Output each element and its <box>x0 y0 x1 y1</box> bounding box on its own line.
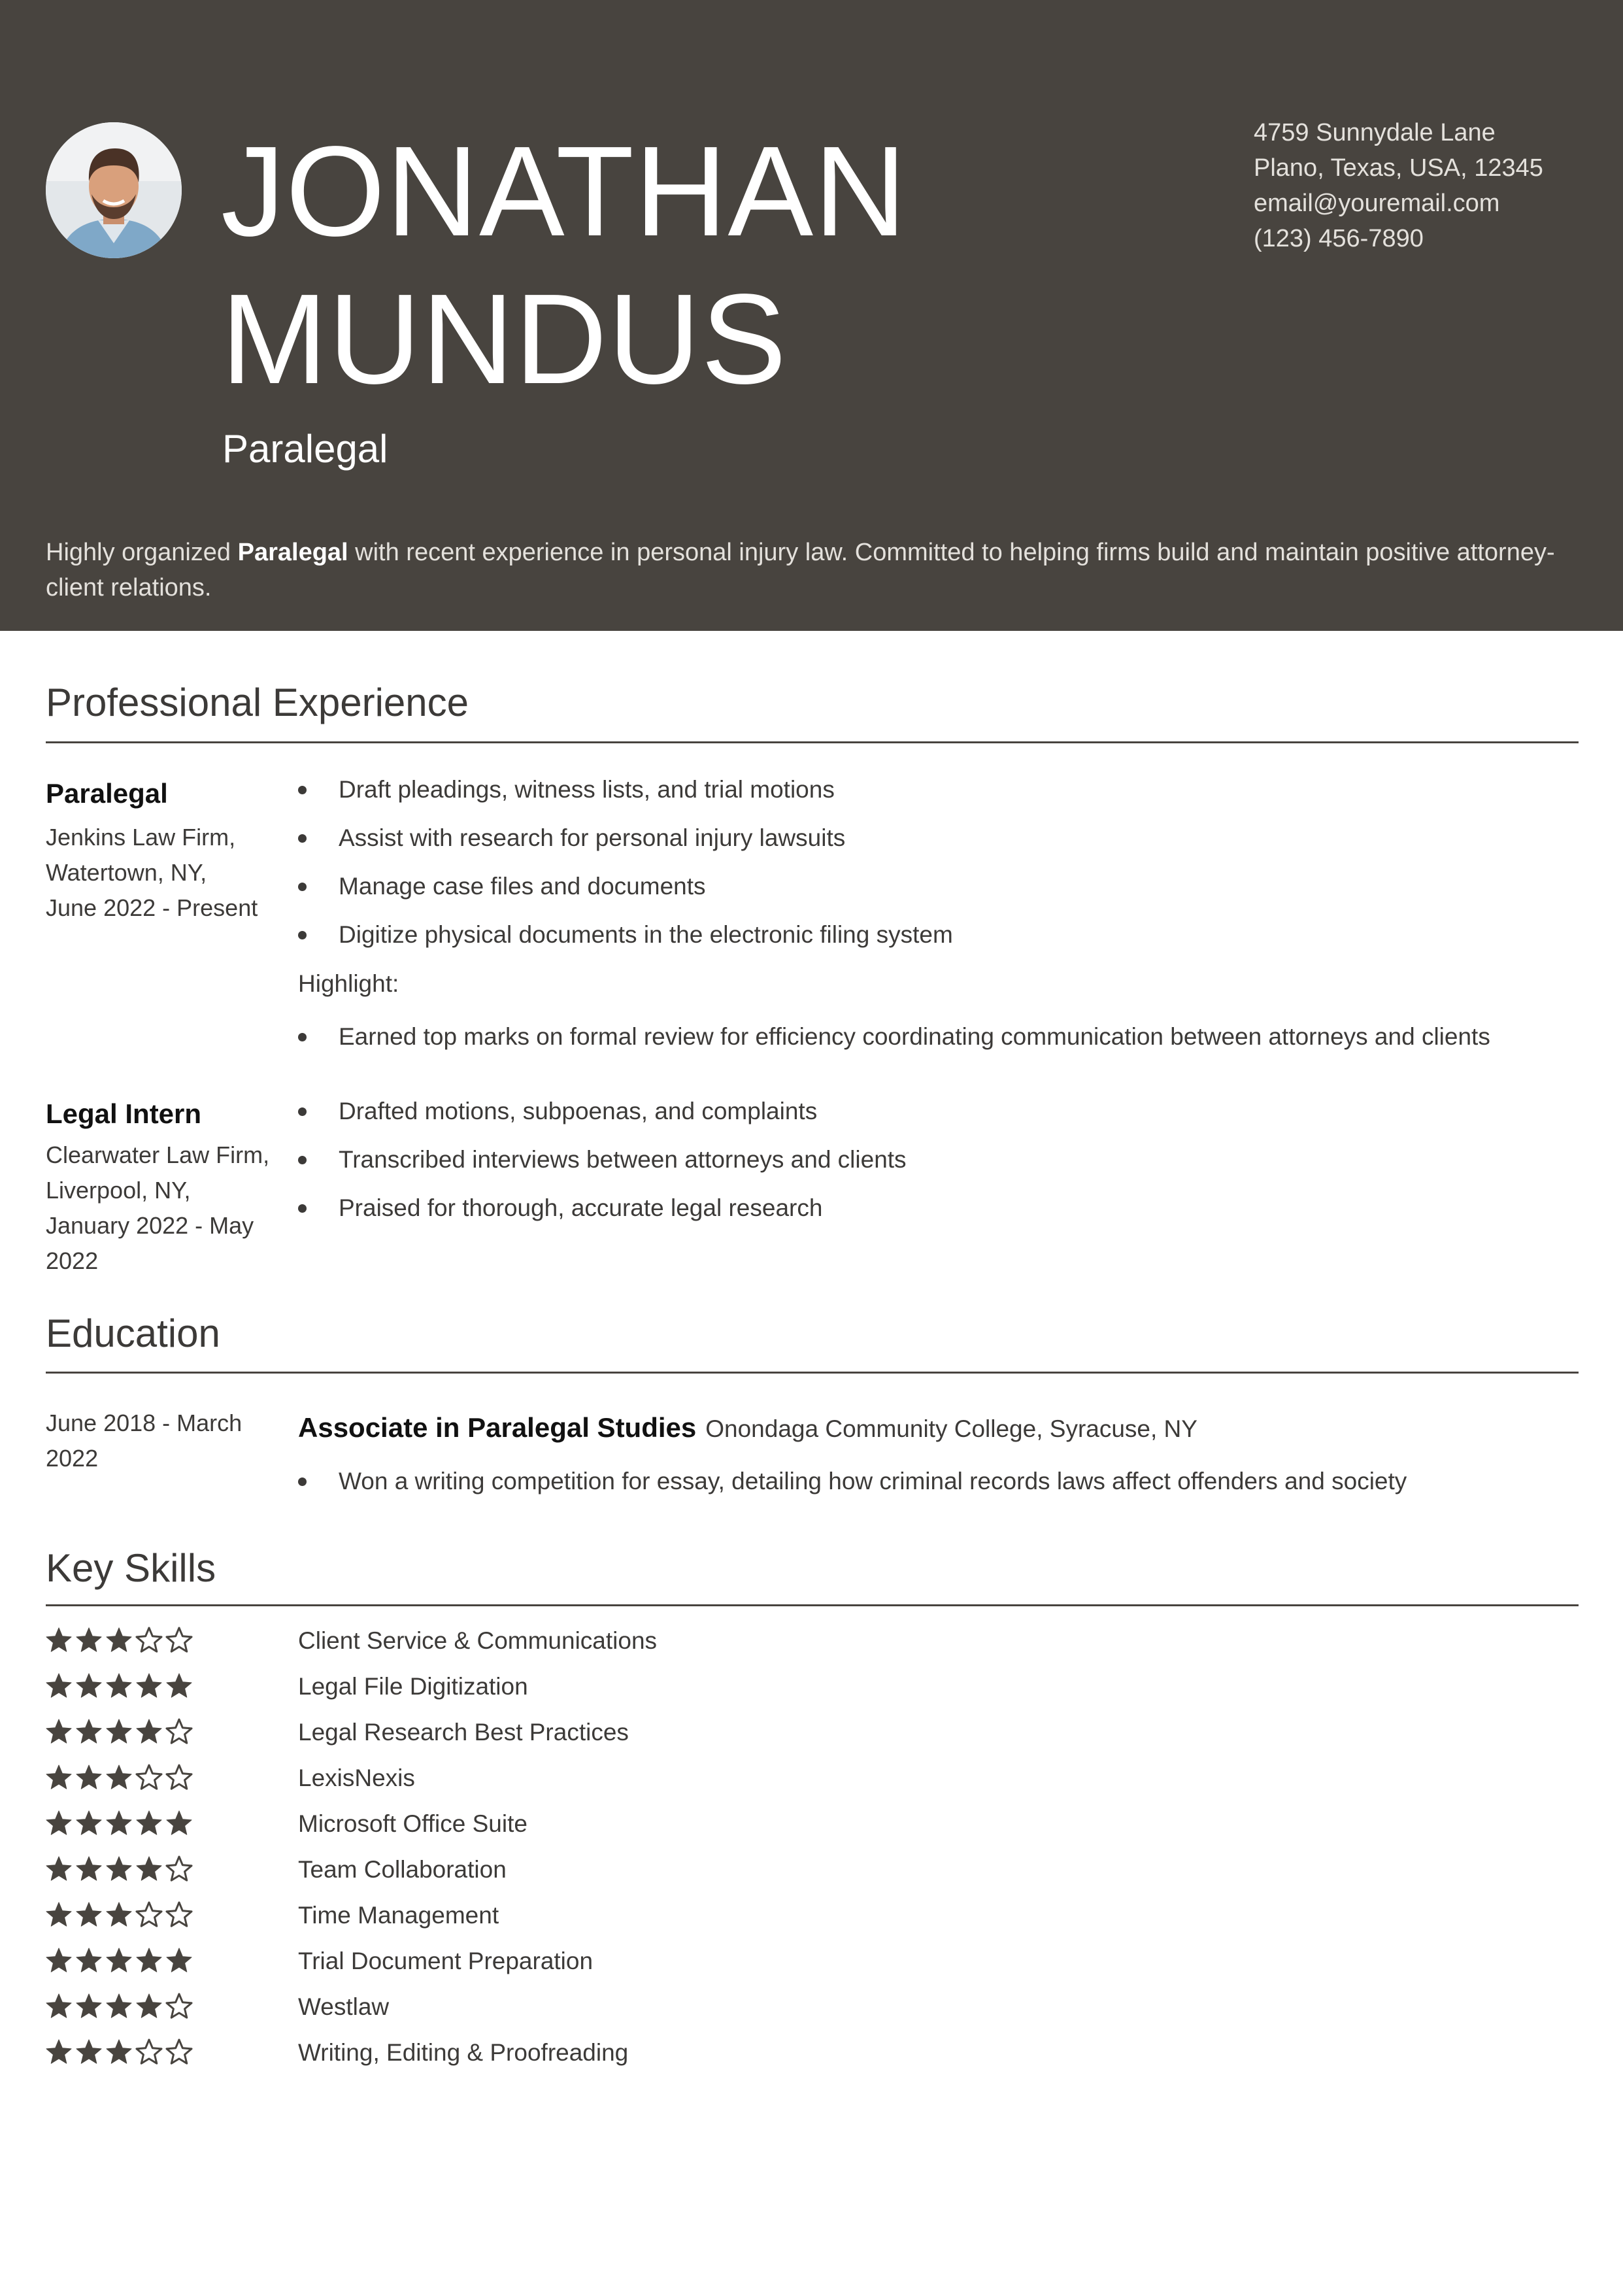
degree-name: Associate in Paralegal Studies <box>298 1412 697 1443</box>
job-title: Paralegal <box>222 427 388 471</box>
job-bullets-legal-intern <box>298 1087 907 1232</box>
star-filled-icon <box>46 2040 71 2063</box>
school-name: Onondaga Community College, Syracuse, NY <box>705 1415 1197 1442</box>
phone-number: (123) 456-7890 <box>1254 225 1424 252</box>
job-meta-paralegal <box>46 820 288 926</box>
star-filled-icon <box>46 1765 71 1789</box>
skill-rating-stars <box>46 1672 203 1702</box>
skill-row <box>46 1987 1353 2033</box>
skill-name: Client Service & Communications <box>298 1627 658 1654</box>
job-meta-line: 2022 <box>46 1247 99 1274</box>
skill-rating-stars <box>46 1763 203 1793</box>
job-title-paralegal: Paralegal <box>46 778 168 809</box>
list-item: Transcribed interviews between attorneys and clients <box>298 1136 907 1184</box>
star-empty-icon <box>167 1994 192 2017</box>
list-item: Drafted motions, subpoenas, and complaints <box>298 1087 907 1136</box>
star-filled-icon <box>46 1948 71 1972</box>
star-filled-icon <box>107 1674 131 1697</box>
star-filled-icon <box>167 1674 192 1697</box>
list-item: Assist with research for personal injury lawsuits <box>298 814 953 862</box>
education-date-line: 2022 <box>46 1445 99 1472</box>
job-meta-line: Watertown, NY, <box>46 859 207 886</box>
star-filled-icon <box>107 1719 131 1743</box>
profile-summary <box>46 535 1569 605</box>
skill-rating-stars <box>46 1900 203 1931</box>
star-filled-icon <box>76 2040 101 2063</box>
education-divider <box>46 1372 1579 1374</box>
education-bullets <box>298 1457 1407 1506</box>
summary-text-end: with recent experience in personal injury law. Committed to helping firms build and maintain positive attorney-client relations. <box>46 539 1555 601</box>
job-meta-line: June 2022 - Present <box>46 894 258 921</box>
star-filled-icon <box>137 1674 161 1697</box>
skill-name: Westlaw <box>298 1993 390 2020</box>
star-filled-icon <box>76 1765 101 1789</box>
skill-row <box>46 1896 1353 1942</box>
star-filled-icon <box>107 1628 131 1651</box>
star-filled-icon <box>76 1719 101 1743</box>
star-empty-icon <box>167 1719 192 1743</box>
star-filled-icon <box>107 1857 131 1880</box>
last-name: MUNDUS <box>221 267 788 411</box>
skill-row <box>46 1804 1353 1850</box>
star-filled-icon <box>107 1765 131 1789</box>
job-meta-line: Clearwater Law Firm, <box>46 1141 270 1168</box>
skill-rating-stars <box>46 1946 203 1976</box>
skill-rating-stars <box>46 1626 203 1656</box>
star-filled-icon <box>46 1719 71 1743</box>
job-title-legal-intern: Legal Intern <box>46 1098 202 1129</box>
contact-info <box>1254 115 1543 256</box>
star-filled-icon <box>76 1948 101 1972</box>
star-filled-icon <box>137 1857 161 1880</box>
star-filled-icon <box>46 1674 71 1697</box>
list-item: Digitize physical documents in the electronic filing system <box>298 911 953 959</box>
skill-row <box>46 1942 1353 1987</box>
experience-divider <box>46 741 1579 743</box>
education-heading: Education <box>46 1311 220 1355</box>
star-filled-icon <box>46 1857 71 1880</box>
star-filled-icon <box>107 1902 131 1926</box>
skill-name: Legal File Digitization <box>298 1673 528 1700</box>
star-filled-icon <box>76 1674 101 1697</box>
star-empty-icon <box>167 1857 192 1880</box>
skill-name: Trial Document Preparation <box>298 1948 594 1974</box>
list-item: Won a writing competition for essay, detailing how criminal records laws affect offenders and society <box>298 1457 1407 1506</box>
highlight-bullets <box>298 1013 1490 1061</box>
skill-row <box>46 2033 1353 2079</box>
star-filled-icon <box>46 1811 71 1834</box>
candidate-name <box>221 118 1201 413</box>
star-filled-icon <box>46 1994 71 2017</box>
skill-row <box>46 1850 1353 1896</box>
skill-rating-stars <box>46 1717 203 1747</box>
star-filled-icon <box>76 1902 101 1926</box>
resume-header <box>0 0 1623 631</box>
education-entry <box>298 1412 1197 1443</box>
avatar-illustration <box>46 122 182 258</box>
skill-rating-stars <box>46 1809 203 1839</box>
job-meta-line: January 2022 - May <box>46 1212 254 1239</box>
star-filled-icon <box>137 1811 161 1834</box>
star-filled-icon <box>76 1857 101 1880</box>
skill-name: Team Collaboration <box>298 1856 507 1883</box>
job-meta-legal-intern <box>46 1138 288 1279</box>
star-empty-icon <box>137 2040 161 2063</box>
star-filled-icon <box>167 1948 192 1972</box>
summary-bold-title: Paralegal <box>237 539 348 566</box>
summary-text-start: Highly organized <box>46 539 238 566</box>
star-filled-icon <box>46 1902 71 1926</box>
list-item: Praised for thorough, accurate legal research <box>298 1184 907 1232</box>
address-line-1: 4759 Sunnydale Lane <box>1254 119 1496 146</box>
star-filled-icon <box>167 1811 192 1834</box>
skill-row <box>46 1713 1353 1759</box>
skill-name: Legal Research Best Practices <box>298 1719 629 1746</box>
skills-divider <box>46 1604 1579 1606</box>
star-filled-icon <box>46 1628 71 1651</box>
education-date-line: June 2018 - March <box>46 1410 243 1436</box>
skill-row <box>46 1667 1353 1713</box>
star-filled-icon <box>107 2040 131 2063</box>
star-filled-icon <box>107 1948 131 1972</box>
skill-name: Microsoft Office Suite <box>298 1810 527 1837</box>
star-filled-icon <box>76 1994 101 2017</box>
job-meta-line: Liverpool, NY, <box>46 1177 191 1204</box>
skill-name: Time Management <box>298 1902 499 1929</box>
address-line-2: Plano, Texas, USA, 12345 <box>1254 154 1543 182</box>
star-filled-icon <box>137 1994 161 2017</box>
star-filled-icon <box>137 1948 161 1972</box>
list-item: Draft pleadings, witness lists, and trial motions <box>298 766 953 814</box>
skill-row <box>46 1621 1353 1667</box>
star-filled-icon <box>107 1811 131 1834</box>
email-address: email@youremail.com <box>1254 190 1500 217</box>
skill-rating-stars <box>46 1855 203 1885</box>
star-empty-icon <box>167 1765 192 1789</box>
skill-rating-stars <box>46 2038 203 2068</box>
first-name: JONATHAN <box>221 120 907 263</box>
star-empty-icon <box>137 1628 161 1651</box>
experience-heading: Professional Experience <box>46 681 469 724</box>
highlight-label: Highlight: <box>298 970 399 997</box>
skill-name: LexisNexis <box>298 1764 415 1791</box>
job-meta-line: Jenkins Law Firm, <box>46 824 236 851</box>
education-dates <box>46 1406 288 1476</box>
job-bullets-paralegal <box>298 766 953 959</box>
list-item: Manage case files and documents <box>298 862 953 911</box>
star-empty-icon <box>137 1902 161 1926</box>
star-filled-icon <box>107 1994 131 2017</box>
star-filled-icon <box>137 1719 161 1743</box>
star-filled-icon <box>76 1811 101 1834</box>
star-filled-icon <box>76 1628 101 1651</box>
skill-rating-stars <box>46 1992 203 2022</box>
star-empty-icon <box>167 2040 192 2063</box>
skill-row <box>46 1759 1353 1804</box>
star-empty-icon <box>137 1765 161 1789</box>
skills-heading: Key Skills <box>46 1546 216 1590</box>
skill-name: Writing, Editing & Proofreading <box>298 2039 629 2066</box>
profile-photo <box>46 122 182 258</box>
star-empty-icon <box>167 1902 192 1926</box>
list-item: Earned top marks on formal review for efficiency coordinating communication between attorneys and clients <box>298 1013 1490 1061</box>
star-empty-icon <box>167 1628 192 1651</box>
